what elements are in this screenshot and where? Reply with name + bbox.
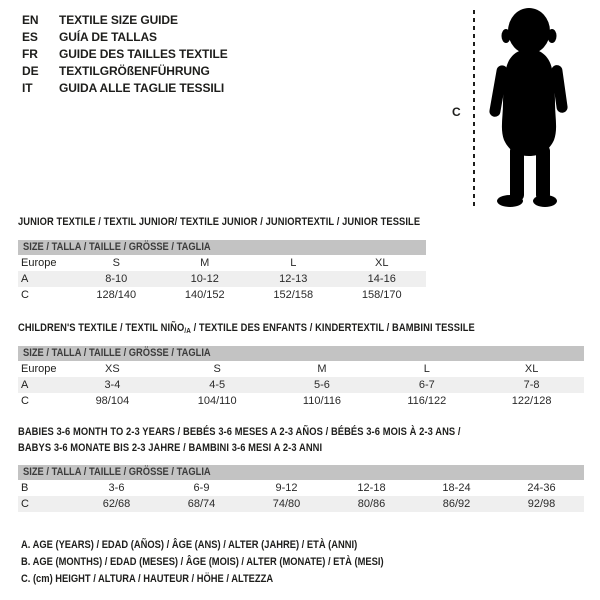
language-row (22, 29, 228, 46)
size-cell: L (423, 363, 430, 375)
children-title-pre: CHILDREN'S TEXTILE / TEXTIL NIÑO (18, 322, 185, 334)
language-name: GUIDA ALLE TAGLIE TESSILI (59, 81, 225, 95)
language-code: FR (22, 47, 38, 61)
row-label: B (21, 482, 29, 494)
language-name: TEXTILE SIZE GUIDE (59, 13, 178, 27)
size-cell: 128/140 (96, 289, 137, 301)
size-cell: 8-10 (105, 273, 128, 285)
table-row (18, 480, 584, 496)
size-cell: 98/104 (95, 395, 130, 407)
size-cell: 140/152 (184, 289, 225, 301)
size-cell: 80/86 (357, 498, 386, 510)
size-cell: 3-4 (104, 379, 121, 391)
size-header-bar (18, 465, 584, 480)
language-name: GUIDE DES TAILLES TEXTILE (59, 47, 228, 61)
table-row (18, 496, 584, 512)
footnote-a: A. AGE (YEARS) / EDAD (AÑOS) / ÂGE (ANS) / ALTER (JAHRE) / ETÀ (ANNI) (21, 539, 358, 551)
row-label: C (21, 289, 29, 301)
junior-section-title: JUNIOR TEXTILE / TEXTIL JUNIOR/ TEXTILE JUNIOR / JUNIORTEXTIL / JUNIOR TESSILE (18, 216, 421, 228)
size-cell: M (200, 257, 210, 269)
size-cell: 6-9 (193, 482, 210, 494)
row-label: C (21, 498, 29, 510)
row-label: Europe (21, 257, 57, 269)
size-cell: 6-7 (418, 379, 435, 391)
babies-size-table (18, 465, 584, 512)
language-list (22, 12, 228, 97)
footnote-c: C. (cm) HEIGHT / ALTURA / HAUTEUR / HÖHE / ALTEZZA (21, 573, 274, 585)
language-name: TEXTILGRÖßENFÜHRUNG (59, 64, 210, 78)
size-cell: 152/158 (273, 289, 314, 301)
children-size-table (18, 346, 584, 409)
size-cell: 68/74 (187, 498, 216, 510)
size-cell: 110/116 (302, 395, 342, 407)
language-row (22, 63, 228, 80)
size-cell: 92/98 (527, 498, 556, 510)
row-label: A (21, 273, 29, 285)
language-code: EN (22, 13, 39, 27)
size-cell: 9-12 (275, 482, 298, 494)
size-cell: 5-6 (314, 379, 330, 391)
size-cell: 4-5 (209, 379, 226, 391)
babies-section-title-line1: BABIES 3-6 MONTH TO 2-3 YEARS / BEBÉS 3-6 MESES A 2-3 AÑOS / BÉBÉS 3-6 MOIS À 2-3 ANS / (18, 426, 461, 438)
size-cell: 86/92 (442, 498, 471, 510)
size-cell: 104/110 (197, 395, 237, 407)
children-section-title (18, 322, 475, 335)
table-row (18, 361, 584, 377)
language-row (22, 12, 228, 29)
size-cell: 24-36 (527, 482, 556, 494)
size-cell: XL (375, 257, 389, 269)
size-cell: XL (524, 363, 539, 375)
size-cell: 10-12 (190, 273, 219, 285)
size-cell: 74/80 (272, 498, 301, 510)
size-cell: 18-24 (442, 482, 471, 494)
language-code: DE (22, 64, 39, 78)
size-cell: 12-18 (357, 482, 386, 494)
junior-size-table (18, 240, 426, 303)
size-cell: M (317, 363, 327, 375)
children-title-post: / TEXTILE DES ENFANTS / KINDERTEXTIL / BAMBINI TESSILE (190, 322, 475, 334)
footnote-list (21, 537, 448, 588)
children-title-sub: /A (184, 326, 191, 335)
size-header-text: SIZE / TALLA / TAILLE / GRÖSSE / TAGLIA (23, 347, 211, 359)
size-cell: 62/68 (102, 498, 131, 510)
table-row (18, 287, 426, 303)
table-row (18, 255, 426, 271)
language-code: IT (22, 81, 33, 95)
size-header-text: SIZE / TALLA / TAILLE / GRÖSSE / TAGLIA (23, 241, 211, 253)
height-measure-label: C (452, 105, 461, 119)
language-name: GUÍA DE TALLAS (59, 30, 157, 44)
size-cell: 116/122 (407, 395, 447, 407)
size-cell: XS (105, 363, 120, 375)
size-header-bar (18, 346, 584, 361)
baby-silhouette-image (482, 5, 576, 209)
table-row (18, 393, 584, 409)
size-cell: 122/128 (511, 395, 552, 407)
language-code: ES (22, 30, 38, 44)
size-cell: S (112, 257, 120, 269)
table-row (18, 377, 584, 393)
row-label: Europe (21, 363, 57, 375)
size-header-text: SIZE / TALLA / TAILLE / GRÖSSE / TAGLIA (23, 466, 211, 478)
size-cell: S (213, 363, 221, 375)
size-cell: 3-6 (108, 482, 125, 494)
size-cell: L (290, 257, 297, 269)
footnote-b: B. AGE (MONTHS) / EDAD (MESES) / ÂGE (MOIS) / ALTER (MONATE) / ETÀ (MESI) (21, 556, 384, 568)
babies-section-title-line2: BABYS 3-6 MONATE BIS 2-3 JAHRE / BAMBINI 3-6 MESI A 2-3 ANNI (18, 442, 323, 454)
size-header-bar (18, 240, 426, 255)
row-label: A (21, 379, 29, 391)
row-label: C (21, 395, 29, 407)
height-measure-dashed-line (473, 10, 475, 206)
size-cell: 158/170 (361, 289, 402, 301)
language-row (22, 80, 228, 97)
size-cell: 12-13 (279, 273, 308, 285)
language-row (22, 46, 228, 63)
table-row (18, 271, 426, 287)
size-cell: 14-16 (367, 273, 396, 285)
size-cell: 7-8 (523, 379, 540, 391)
